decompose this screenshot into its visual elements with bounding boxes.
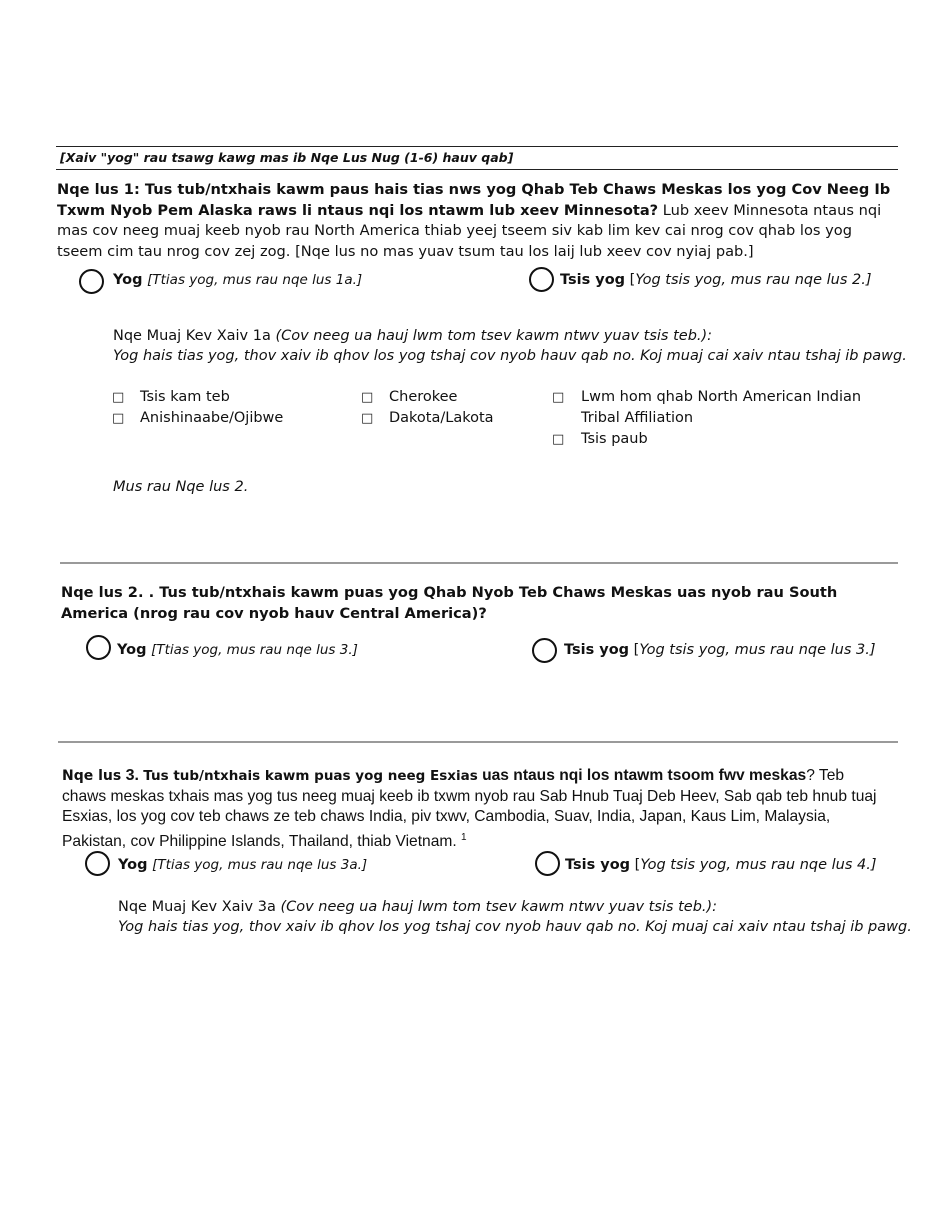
q3-yes-radio[interactable] — [85, 851, 110, 876]
q2-yes-label: Yog — [117, 642, 147, 658]
q3a-instruction: Yog hais tias yog, thov xaiv ib qhov los yog tshaj cov nyob hauv qab no. Koj muaj cai xaiv ntau tshaj ib pawg. — [118, 919, 912, 935]
q1-yes-radio[interactable] — [79, 269, 104, 294]
q1-no-note: Yog tsis yog, mus rau nqe lus 2.] — [635, 272, 872, 288]
q3-no-option[interactable] — [565, 855, 877, 875]
separator-2 — [58, 741, 898, 743]
checkbox-label-anishinaabe: Anishinaabe/Ojibwe — [140, 410, 284, 426]
question-2-text: Nqe lus 2. . Tus tub/ntxhais kawm puas yog Qhab Nyob Teb Chaws Meskas uas nyob rau South America (nrog rau cov nyob hauv Central America)? — [61, 584, 838, 622]
q3a-title-line — [118, 897, 908, 918]
q3-yes-label: Yog — [118, 857, 148, 873]
q1-yes-label: Yog — [113, 272, 143, 288]
checkbox-label-dakota: Dakota/Lakota — [389, 410, 494, 426]
q2-no-label: Tsis yog — [564, 642, 630, 658]
checkbox-label-cherokee: Cherokee — [389, 389, 458, 405]
q2-yes-note: [Ttias yog, mus rau nqe lus 3.] — [151, 642, 358, 658]
q3-no-radio[interactable] — [535, 851, 560, 876]
question-3-number: 3. — [125, 767, 139, 784]
checkbox-other-tribe[interactable]: □ — [552, 390, 565, 405]
question-1-bold: Nqe lus 1: Tus tub/ntxhais kawm paus hais tias nws yog Qhab Teb Chaws Meskas los yog Cov Neeg Ib Txwm Nyob Pem Alaska raws li ntaus nqi los ntawm lub xeev Minnesota? — [57, 181, 891, 219]
q2-no-bracket: [ — [633, 642, 640, 658]
q3-yes-note: [Ttias yog, mus rau nqe lus 3a.] — [152, 857, 368, 873]
checkbox-decline[interactable]: □ — [112, 390, 125, 405]
checkbox-dakota[interactable]: □ — [361, 411, 374, 426]
q3-no-bracket: [ — [634, 857, 641, 873]
q2-yes-radio[interactable] — [86, 635, 111, 660]
q1-yes-option[interactable] — [113, 270, 362, 290]
checkbox-cherokee[interactable]: □ — [361, 390, 374, 405]
q1-no-option[interactable] — [560, 270, 872, 290]
q2-no-note: Yog tsis yog, mus rau nqe lus 3.] — [639, 642, 876, 658]
checkbox-label-unknown: Tsis paub — [581, 431, 648, 447]
question-1-description: Lub xeev Minnesota ntaus nqi mas cov neeg muaj keeb nyob rau North America thiab yeej tseem siv kab lim kev cai nrog cov qhab los yog tseem cim tau nrog cov zej zog. [Nqe lus no mas yuav tsum tau los laij lub xeev cov nyiaj pab.] — [57, 201, 882, 260]
q1-no-radio[interactable] — [529, 267, 554, 292]
q1-no-label: Tsis yog — [560, 272, 626, 288]
instruction-rule — [56, 169, 898, 170]
question-3-description: ? Teb chaws meskas txhais mas yog tus neeg muaj keeb ib txwm nyob rau Sab Hnub Tuaj Deb Heev, Sab qab teb hnub tuaj Esxias, los yog cov teb chaws ze teb chaws India, piv txwv, Cambodia, Suav, India, Japan, Kaus Lim, Malaysia, Pakistan, cov Philippine Islands, Thailand, thiab Vietnam. — [62, 767, 877, 850]
checkbox-label-other-tribe: Lwm hom qhab North American Indian Tribal Affiliation — [581, 389, 862, 426]
checkbox-unknown[interactable]: □ — [552, 432, 565, 447]
top-rule — [56, 146, 898, 147]
q1a-title: Nqe Muaj Kev Xaiv 1a — [113, 328, 271, 344]
question-3-text — [62, 766, 892, 852]
question-3-prefix: Nqe lus — [62, 768, 122, 784]
q3-no-note: Yog tsis yog, mus rau nqe lus 4.] — [640, 857, 877, 873]
q2-no-option[interactable] — [564, 640, 876, 660]
q1a-instruction: Yog hais tias yog, thov xaiv ib qhov los yog tshaj cov nyob hauv qab no. Koj muaj cai xaiv ntau tshaj ib pawg. — [113, 348, 907, 364]
q3a-title: Nqe Muaj Kev Xaiv 3a — [118, 899, 276, 915]
q1a-goto: Mus rau Nqe lus 2. — [113, 479, 249, 495]
question-3-bold-large: uas ntaus nqi los ntawm tsoom fwv meskas — [482, 767, 807, 784]
question-3-bold-small: Tus tub/ntxhais kawm puas yog neeg Esxias — [143, 768, 478, 784]
q3a-title-note: (Cov neeg ua hauj lwm tom tsev kawm ntwv yuav tsis teb.): — [280, 899, 718, 915]
question-3-footnote: 1 — [461, 831, 467, 843]
q3-yes-option[interactable] — [118, 855, 367, 875]
q1a-title-line — [113, 326, 903, 347]
q2-yes-option[interactable] — [117, 640, 358, 660]
q1a-title-note: (Cov neeg ua hauj lwm tom tsev kawm ntwv yuav tsis teb.): — [275, 328, 713, 344]
instruction-text: [Xaiv "yog" rau tsawg kawg mas ib Nqe Lus Nug (1-6) hauv qab] — [60, 150, 514, 165]
q1-no-bracket: [ — [629, 272, 636, 288]
checkbox-anishinaabe[interactable]: □ — [112, 411, 125, 426]
question-1-text — [57, 180, 897, 262]
q3-no-label: Tsis yog — [565, 857, 631, 873]
q1-yes-note: [Ttias yog, mus rau nqe lus 1a.] — [147, 272, 363, 288]
checkbox-label-decline: Tsis kam teb — [140, 389, 230, 405]
q2-no-radio[interactable] — [532, 638, 557, 663]
separator-1 — [60, 562, 898, 564]
